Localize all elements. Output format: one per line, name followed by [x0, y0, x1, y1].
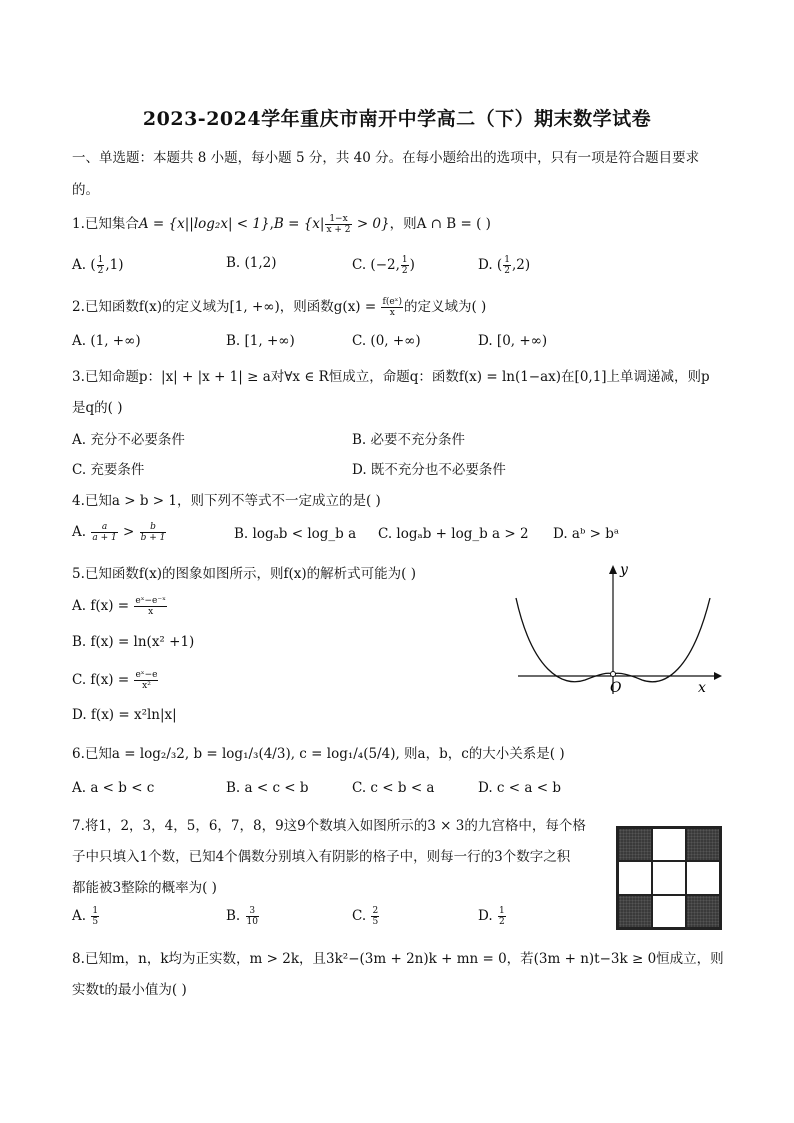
q2-tail: 的定义域为( )	[403, 299, 487, 315]
section-instruction-line2: 的。	[72, 182, 99, 198]
q7-option-a[interactable]	[72, 906, 100, 927]
question-8-line1: 8.已知m，n，k均为正实数，m > 2k，且3k²−(3m + 2n)k + mn = 0，若(3m + n)t−3k ≥ 0恒成立，则	[72, 951, 724, 967]
exam-title: 2023-2024学年重庆市南开中学高二（下）期末数学试卷	[142, 108, 652, 130]
q1-c-den: 2	[401, 266, 408, 276]
q7-c-num: 2	[372, 906, 379, 916]
grid-cell	[686, 861, 720, 894]
grid-cell	[652, 895, 686, 928]
q4-a-n1: a	[91, 522, 117, 533]
grid-cell-shaded	[686, 895, 720, 928]
q7-b-num: 3	[246, 906, 259, 917]
question-7-line3: 都能被3整除的概率为( )	[72, 880, 217, 896]
y-axis-arrow-icon	[609, 565, 617, 574]
q1-set-b-left: B = {x|	[273, 216, 325, 232]
q1-frac-num: 1−x	[325, 214, 351, 225]
q6-option-d[interactable]: D. c < a < b	[478, 780, 561, 796]
q7-option-d[interactable]	[478, 906, 507, 927]
x-axis-arrow-icon	[714, 672, 722, 680]
grid-cell-shaded	[618, 895, 652, 928]
grid-cell	[618, 861, 652, 894]
q1-c-rest: )	[409, 257, 415, 273]
q2-option-b[interactable]: B. [1, +∞)	[226, 333, 295, 349]
q7-b-label: B.	[226, 908, 245, 924]
q1-tail: ，则A ∩ B = ( )	[389, 216, 491, 232]
q4-a-d1: a + 1	[92, 533, 117, 543]
q1-a-frac	[97, 255, 105, 276]
q7-c-label: C.	[352, 908, 371, 924]
section-instruction-line1: 一、单选题：本题共 8 小题，每小题 5 分，共 40 分。在每小题给出的选项中，只有一项是符合题目要求	[72, 150, 700, 166]
q5-a-frac	[134, 596, 167, 617]
q4-option-d[interactable]: D. aᵇ > bᵃ	[553, 526, 620, 542]
q2-option-c[interactable]: C. (0, +∞)	[352, 333, 421, 349]
q7-d-frac	[498, 906, 506, 927]
grid-cell	[652, 861, 686, 894]
q2-frac-num: f(eˣ)	[382, 297, 402, 307]
q2-prefix: 2.已知函数f(x)的定义域为[1, +∞)，则函数g(x) =	[72, 299, 381, 315]
q1-d-den: 2	[504, 266, 510, 276]
q7-a-frac	[91, 906, 99, 927]
q7-d-den: 2	[498, 917, 505, 927]
q1-comma: ,	[269, 216, 274, 232]
q6-option-c[interactable]: C. c < b < a	[352, 780, 435, 796]
q5-a-den: x	[148, 607, 154, 617]
q5-c-num: eˣ−e	[135, 670, 158, 680]
origin-hole	[611, 672, 616, 677]
q1-c-label: C. (−2,	[352, 257, 400, 273]
q1-option-b[interactable]: B. (1,2)	[226, 255, 277, 271]
q7-b-den: 10	[246, 917, 258, 927]
q7-a-num: 1	[92, 906, 99, 916]
q2-frac-den: x	[389, 308, 395, 318]
q4-a-mid: >	[118, 524, 139, 540]
q1-a-rest: ,1)	[105, 257, 124, 273]
q1-d-num: 1	[504, 255, 510, 265]
grid-cell	[652, 828, 686, 861]
nine-grid-figure	[616, 826, 722, 930]
x-axis-label: x	[698, 680, 706, 696]
question-4: 4.已知a > b > 1，则下列不等式不一定成立的是( )	[72, 493, 381, 509]
q4-option-c[interactable]: C. logₐb + log_b a > 2	[378, 526, 529, 542]
q2-option-d[interactable]: D. [0, +∞)	[478, 333, 548, 349]
q1-d-label: D. (	[478, 257, 503, 273]
q7-d-num: 1	[498, 906, 505, 916]
origin-label: O	[610, 680, 622, 696]
question-3-line2: 是q的( )	[72, 400, 123, 416]
grid-cell-shaded	[686, 828, 720, 861]
q5-c-den: x²	[142, 681, 151, 691]
q5-a-label: A. f(x) =	[72, 598, 134, 614]
q1-c-frac	[401, 255, 409, 276]
q3-option-d[interactable]: D. 既不充分也不必要条件	[352, 462, 506, 478]
q1-fraction	[325, 214, 351, 235]
q4-a-n2: b	[140, 522, 167, 533]
q7-a-den: 5	[92, 917, 99, 927]
q7-b-frac	[246, 906, 259, 927]
q1-option-c[interactable]	[352, 255, 415, 276]
q1-a-label: A. (	[72, 257, 96, 273]
grid-cell-shaded	[618, 828, 652, 861]
q4-a-frac1	[91, 522, 117, 543]
q4-a-frac2	[140, 522, 167, 543]
q4-option-b[interactable]: B. logₐb < log_b a	[234, 526, 357, 542]
q5-a-num: eˣ−e⁻ˣ	[135, 596, 166, 606]
question-2	[72, 295, 486, 318]
q5-option-d[interactable]: D. f(x) = x²ln|x|	[72, 707, 177, 723]
q6-option-a[interactable]: A. a < b < c	[72, 780, 155, 796]
q1-set-a: A = {x||log₂x| < 1}	[138, 216, 270, 232]
q1-frac-den: x + 2	[326, 225, 351, 235]
q1-a-den: 2	[97, 266, 104, 276]
question-6: 6.已知a = log₂/₃2, b = log₁/₃(4/3), c = log₁/₄(5/4), 则a，b，c的大小关系是( )	[72, 746, 565, 762]
q2-option-a[interactable]: A. (1, +∞)	[72, 333, 141, 349]
q1-option-d[interactable]	[478, 255, 530, 276]
q3-option-a[interactable]: A. 充分不必要条件	[72, 432, 185, 448]
q3-option-b[interactable]: B. 必要不充分条件	[352, 432, 466, 448]
question-5: 5.已知函数f(x)的图象如图所示，则f(x)的解析式可能为( )	[72, 566, 416, 582]
question-1	[72, 212, 491, 235]
q5-function-graph	[510, 560, 730, 700]
q1-d-frac	[503, 255, 511, 276]
q3-option-c[interactable]: C. 充要条件	[72, 462, 145, 478]
q1-prefix: 1.已知集合	[72, 216, 139, 232]
q7-c-den: 5	[372, 917, 379, 927]
q1-a-num: 1	[97, 255, 104, 265]
question-8-line2: 实数t的最小值为( )	[72, 982, 187, 998]
q5-option-a[interactable]	[72, 596, 168, 617]
question-7-line1: 7.将1，2，3，4，5，6，7，8，9这9个数填入如图所示的3 × 3的九宫格中，每个格	[72, 818, 586, 834]
q5-c-frac	[134, 670, 158, 691]
question-3-line1: 3.已知命题p：|x| + |x + 1| ≥ a对∀x ∈ R恒成立，命题q：函数f(x) = ln(1−ax)在[0,1]上单调递减，则p	[72, 369, 710, 385]
q4-a-label: A.	[72, 524, 91, 540]
q6-option-b[interactable]: B. a < c < b	[226, 780, 309, 796]
q5-option-c[interactable]	[72, 670, 159, 691]
question-7-line2: 子中只填入1个数，已知4个偶数分别填入有阴影的格子中，则每一行的3个数字之积	[72, 849, 571, 865]
q1-d-rest: ,2)	[511, 257, 531, 273]
q1-set-b-right: > 0}	[352, 216, 390, 232]
q5-c-label: C. f(x) =	[72, 672, 134, 688]
q1-c-num: 1	[401, 255, 408, 265]
q2-fraction	[381, 297, 403, 318]
q7-a-label: A.	[72, 908, 91, 924]
q5-option-b[interactable]: B. f(x) = ln(x² +1)	[72, 634, 195, 650]
q7-d-label: D.	[478, 908, 497, 924]
q7-option-b[interactable]	[226, 906, 260, 927]
q7-option-c[interactable]	[352, 906, 380, 927]
q4-option-a[interactable]	[72, 522, 167, 543]
q4-a-d2: b + 1	[140, 533, 166, 543]
q1-option-a[interactable]	[72, 255, 124, 276]
q7-c-frac	[371, 906, 379, 927]
y-axis-label: y	[620, 562, 628, 578]
